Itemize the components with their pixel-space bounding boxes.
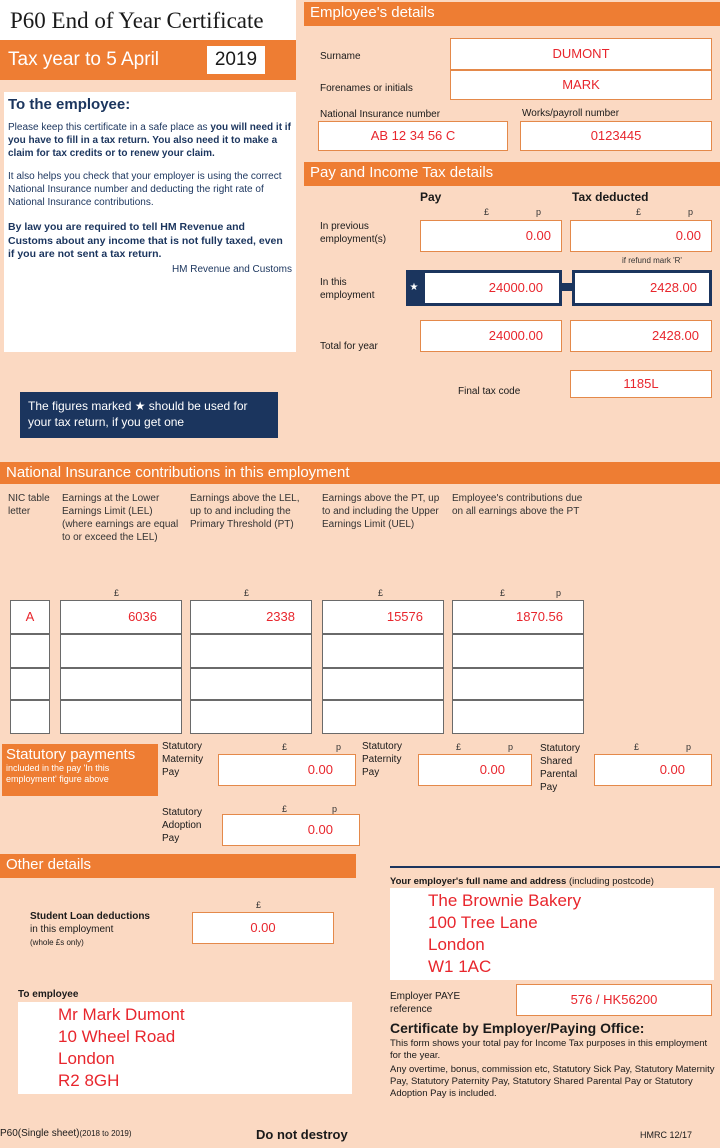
prev-tax-field: 0.00 xyxy=(570,220,712,252)
pay-tax-heading: Pay and Income Tax details xyxy=(304,162,720,186)
pound-sign: £ xyxy=(282,804,288,814)
pence-sign: p xyxy=(556,588,562,598)
pound-sign: £ xyxy=(244,588,250,598)
payroll-field: 0123445 xyxy=(520,121,712,151)
nic-col-lel-pt: Earnings above the LEL, up to and including the Primary Threshold (PT) xyxy=(190,493,300,530)
note-p2: It also helps you check that your employer is using the correct National Insurance number and deducting the right rate of National Insurance contributions. xyxy=(8,171,282,208)
surname-label: Surname xyxy=(320,51,361,62)
statutory-heading-box xyxy=(2,744,158,796)
statutory-sub: included in the pay 'In this employment' figure above xyxy=(6,763,110,784)
employer-label-rest: (including postcode) xyxy=(568,876,654,887)
tax-column-header: Tax deducted xyxy=(572,190,649,204)
tax-code-label: Final tax code xyxy=(458,386,521,397)
employer-label-bold: Your employer's full name and address xyxy=(390,876,567,887)
form-id-name: P60(Single sheet) xyxy=(0,1128,80,1139)
employee-note xyxy=(4,92,296,352)
total-pay-field: 24000.00 xyxy=(420,320,562,352)
nic-letter-cell: A xyxy=(10,600,50,634)
paye-field: 576 / HK56200 xyxy=(516,984,712,1016)
paternity-field: 0.00 xyxy=(418,754,532,786)
tax-year-value: 2019 xyxy=(207,46,265,74)
employee-address-line: 10 Wheel Road xyxy=(58,1027,176,1046)
employee-address-line: R2 8GH xyxy=(58,1071,120,1090)
pound-sign: £ xyxy=(256,900,262,910)
student-loan-field: 0.00 xyxy=(192,912,334,944)
tax-year-label: Tax year to 5 April xyxy=(8,49,160,70)
maternity-field: 0.00 xyxy=(218,754,356,786)
nic-empty-cell xyxy=(452,700,584,734)
nic-empty-cell xyxy=(190,634,312,668)
note-p3: By law you are required to tell HM Revenue and Customs about any income that is not fully taxed, even if you are not sent a tax return. xyxy=(8,221,283,260)
star-marker: ★ xyxy=(406,270,422,306)
title-bar xyxy=(0,0,296,40)
pound-sign: £ xyxy=(500,588,506,598)
nic-empty-cell xyxy=(452,668,584,700)
this-employment-label: In this employment xyxy=(320,277,375,301)
pound-sign: £ xyxy=(456,742,462,752)
connector xyxy=(562,283,572,291)
employee-address-line: London xyxy=(58,1049,115,1068)
shared-parental-label: Statutory Shared Parental Pay xyxy=(540,743,581,793)
surname-field: DUMONT xyxy=(450,38,712,70)
employer-address-box xyxy=(390,888,714,980)
this-pay-value: 24000.00 xyxy=(488,280,543,295)
paternity-label: Statutory Paternity Pay xyxy=(362,741,403,778)
student-loan-label xyxy=(30,910,190,949)
adoption-field: 0.00 xyxy=(222,814,360,846)
pence-sign: p xyxy=(688,207,694,217)
nic-empty-cell xyxy=(322,668,444,700)
employer-address-line: London xyxy=(428,935,485,954)
ni-label: National Insurance number xyxy=(320,109,441,120)
do-not-destroy: Do not destroy xyxy=(256,1127,348,1142)
certificate-heading: Certificate by Employer/Paying Office: xyxy=(390,1020,645,1036)
nic-heading: National Insurance contributions in this employment xyxy=(0,462,720,484)
pence-sign: p xyxy=(508,742,514,752)
student-loan-label-rest: in this employment xyxy=(30,924,114,935)
forenames-label: Forenames or initials xyxy=(320,83,413,94)
shared-parental-field: 0.00 xyxy=(594,754,712,786)
pound-sign: £ xyxy=(378,588,384,598)
form-id-years: (2018 to 2019) xyxy=(79,1129,132,1138)
this-tax-box xyxy=(572,270,712,306)
employer-address-line: W1 1AC xyxy=(428,957,492,976)
ni-field: AB 12 34 56 C xyxy=(318,121,508,151)
pound-sign: £ xyxy=(636,207,642,217)
to-employee-label: To employee xyxy=(18,989,79,1000)
maternity-label: Statutory Maternity Pay xyxy=(162,741,204,778)
note-p1-normal: Please keep this certificate in a safe place as xyxy=(8,122,208,133)
note-signature: HM Revenue and Customs xyxy=(171,263,292,275)
nic-empty-cell xyxy=(10,668,50,700)
employer-rule xyxy=(390,866,720,868)
pence-sign: p xyxy=(332,804,338,814)
pound-sign: £ xyxy=(282,742,288,752)
nic-empty-cell xyxy=(60,700,182,734)
note-p1-bold: you will need it if you have to fill in a tax return. You also need it to make a claim for tax credits or to renew your claim. xyxy=(8,122,291,159)
nic-col-letter: NIC table letter xyxy=(8,493,50,517)
pound-sign: £ xyxy=(114,588,120,598)
nic-empty-cell xyxy=(60,634,182,668)
nic-pt-uel-cell: 15576 xyxy=(322,600,444,634)
employer-address-line: 100 Tree Lane xyxy=(428,913,538,932)
nic-lel-pt-cell: 2338 xyxy=(190,600,312,634)
nic-contrib-cell: 1870.56 xyxy=(452,600,584,634)
form-title: P60 End of Year Certificate xyxy=(10,8,264,33)
nic-empty-cell xyxy=(10,634,50,668)
tax-code-field: 1185L xyxy=(570,370,712,398)
forenames-field: MARK xyxy=(450,70,712,100)
employer-label xyxy=(390,876,654,887)
other-details-heading: Other details xyxy=(0,854,356,878)
pound-sign: £ xyxy=(484,207,490,217)
pound-sign: £ xyxy=(634,742,640,752)
pence-sign: p xyxy=(686,742,692,752)
certificate-p2: Any overtime, bonus, commission etc, Statutory Sick Pay, Statutory Maternity Pay, Statutory Paternity Pay, Statutory Shared Parental Pay or Statutory Adoption Pay is included. xyxy=(390,1064,715,1099)
employer-address-line: The Brownie Bakery xyxy=(428,891,582,910)
this-pay-box xyxy=(422,270,562,306)
this-tax-value: 2428.00 xyxy=(650,280,697,295)
note-heading: To the employee: xyxy=(8,96,131,113)
nic-empty-cell xyxy=(322,700,444,734)
form-ref: HMRC 12/17 xyxy=(640,1130,693,1140)
nic-empty-cell xyxy=(452,634,584,668)
nic-empty-cell xyxy=(60,668,182,700)
certificate-p1: This form shows your total pay for Income Tax purposes in this employment for the year. xyxy=(390,1038,708,1061)
pence-sign: p xyxy=(336,742,342,752)
payroll-label: Works/payroll number xyxy=(522,108,620,119)
nic-col-lel: Earnings at the Lower Earnings Limit (LEL) (where earnings are equal to or exceed the LEL) xyxy=(62,493,179,543)
nic-col-pt-uel: Earnings above the PT, up to and including the Upper Earnings Limit (UEL) xyxy=(322,493,440,530)
star-notice: The figures marked ★ should be used for your tax return, if you get one xyxy=(20,392,278,438)
note-p1 xyxy=(8,121,292,160)
nic-empty-cell xyxy=(190,700,312,734)
nic-lel-cell: 6036 xyxy=(60,600,182,634)
nic-empty-cell xyxy=(190,668,312,700)
student-loan-label-bold: Student Loan deductions xyxy=(30,911,150,922)
employee-address-box xyxy=(18,1002,352,1094)
adoption-label: Statutory Adoption Pay xyxy=(162,807,203,844)
tax-year-bar xyxy=(0,40,296,80)
total-tax-field: 2428.00 xyxy=(570,320,712,352)
prev-pay-field: 0.00 xyxy=(420,220,562,252)
pay-column-header: Pay xyxy=(420,190,442,204)
employee-address-line: Mr Mark Dumont xyxy=(58,1005,185,1024)
refund-note: if refund mark 'R' xyxy=(622,256,682,265)
prev-employment-label: In previous employment(s) xyxy=(320,221,387,245)
total-year-label: Total for year xyxy=(320,341,378,352)
nic-empty-cell xyxy=(10,700,50,734)
paye-label: Employer PAYE reference xyxy=(390,991,461,1015)
nic-col-contrib: Employee's contributions due on all earnings above the PT xyxy=(452,493,583,517)
employee-details-heading: Employee's details xyxy=(304,2,720,26)
student-loan-sub: (whole £s only) xyxy=(30,938,84,947)
statutory-heading: Statutory payments xyxy=(6,746,136,763)
pence-sign: p xyxy=(536,207,542,217)
nic-empty-cell xyxy=(322,634,444,668)
form-id xyxy=(0,1128,132,1139)
